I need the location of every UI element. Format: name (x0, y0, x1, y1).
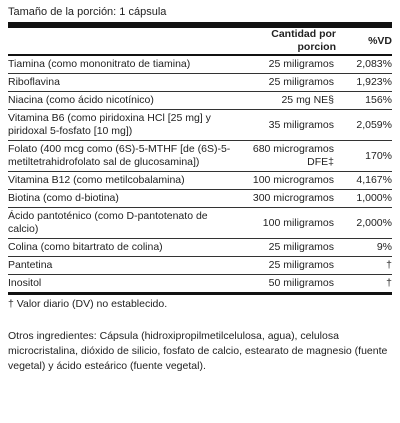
nutrient-amount: 25 mg NE§ (281, 94, 334, 106)
nutrient-name: Niacina (como ácido nicotínico) (8, 94, 154, 106)
nutrient-dv: 2,083% (356, 58, 392, 70)
nutrient-name: Folato (400 mcg como (6S)-5-MTHF [de (6S)-5-metiltetrahidrofolato sal de glucosamina]) (8, 143, 231, 168)
table-row (8, 110, 392, 141)
nutrient-amount: 100 microgramos (252, 174, 334, 186)
nutrient-amount: 25 miligramos (268, 58, 334, 70)
other-ingredients: Otros ingredientes: Cápsula (hidroxipropilmetilcelulosa, agua), celulosa microcristalina, dióxido de silicio, fosfato de calcio, estearato de magnesio (fuente vegetal) y ácido esteárico (fuente vegetal). (8, 330, 388, 372)
nutrient-amount: 680 microgramos DFE‡ (252, 143, 334, 168)
nutrient-dv: 4,167% (356, 174, 392, 186)
table-body (8, 55, 392, 294)
nutrient-dv: 1,000% (356, 192, 392, 204)
table-row (8, 275, 392, 294)
nutrient-name: Ácido pantoténico (como D-pantotenato de calcio) (8, 210, 208, 235)
table-row (8, 208, 392, 239)
nutrient-name: Vitamina B12 (como metilcobalamina) (8, 174, 185, 186)
header-row (8, 25, 392, 55)
table-header (8, 25, 392, 55)
header-amount: Cantidad por porcion (271, 28, 336, 53)
nutrient-table (8, 22, 392, 295)
nutrient-dv: 156% (365, 94, 392, 106)
table-row (8, 190, 392, 208)
serving-size: Tamaño de la porción: 1 cápsula (8, 6, 167, 18)
nutrient-amount: 25 miligramos (268, 259, 334, 271)
nutrient-name: Colina (como bitartrato de colina) (8, 241, 163, 253)
nutrient-amount: 100 miligramos (262, 216, 334, 229)
nutrient-amount: 25 miligramos (268, 241, 334, 253)
nutrient-name: Riboflavina (8, 76, 60, 88)
table-row (8, 172, 392, 190)
nutrient-dv: 2,059% (356, 118, 392, 131)
supplement-facts-panel (8, 0, 392, 374)
table-row (8, 92, 392, 110)
nutrient-name: Tiamina (como mononitrato de tiamina) (8, 58, 191, 70)
nutrient-dv: 9% (376, 241, 392, 253)
nutrient-amount: 25 miligramos (268, 76, 334, 88)
nutrient-name: Pantetina (8, 259, 53, 271)
header-dv: %VD (368, 34, 392, 47)
nutrient-dv: † (386, 277, 392, 289)
nutrient-name: Biotina (como d-biotina) (8, 192, 119, 204)
table-row (8, 257, 392, 275)
table-row (8, 141, 392, 172)
nutrient-dv: 2,000% (356, 216, 392, 229)
nutrient-name: Inositol (8, 277, 42, 289)
nutrient-dv: † (386, 259, 392, 271)
footnote: † Valor diario (DV) no establecido. (8, 298, 168, 310)
nutrient-name: Vitamina B6 (como piridoxina HCl [25 mg] y piridoxal 5-fosfato [10 mg]) (8, 112, 211, 137)
table-row (8, 239, 392, 257)
nutrient-dv: 1,923% (356, 76, 392, 88)
nutrient-amount: 300 microgramos (252, 192, 334, 204)
table-row (8, 55, 392, 74)
header-nutrient (8, 25, 240, 55)
nutrient-dv: 170% (365, 149, 392, 162)
nutrient-amount: 50 miligramos (268, 277, 334, 289)
nutrient-amount: 35 miligramos (268, 118, 334, 131)
table-row (8, 74, 392, 92)
